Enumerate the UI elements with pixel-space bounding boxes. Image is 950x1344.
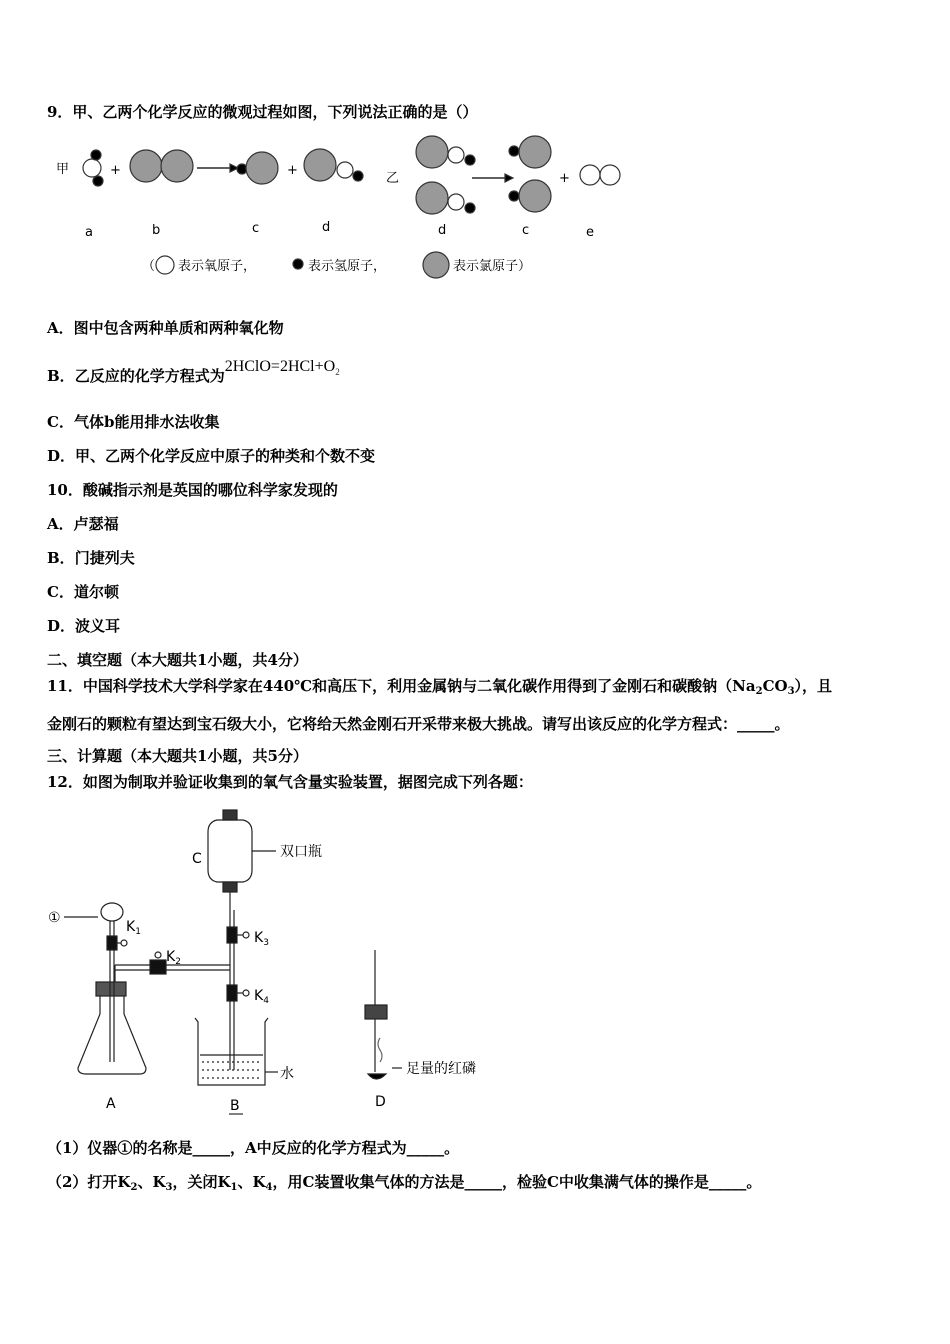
atom-h: [465, 203, 475, 213]
label-water: 水: [280, 1066, 294, 1082]
atom-o: [448, 147, 464, 163]
atom-h: [509, 191, 519, 201]
svg-text:K2: $K_2$: [166, 949, 181, 967]
atom-cl: [416, 182, 448, 214]
question-11-line2: 金刚石的颗粒有望达到宝石级大小，它将给天然金刚石开采带来极大挑战。请写出该反应的化学方程式：_____。: [47, 715, 790, 733]
apparatus-diagram: [40, 800, 520, 1120]
question-12-part-1: （1）仪器①的名称是_____，A中反应的化学方程式为_____。: [47, 1139, 460, 1157]
label-jia: 甲: [56, 162, 70, 177]
atom-cl: [161, 150, 193, 182]
q10-option-d[interactable]: D．波义耳: [47, 617, 121, 635]
atom-cl: [519, 136, 551, 168]
q10-option-b[interactable]: B．门捷列夫: [47, 549, 135, 567]
atom-cl: [246, 152, 278, 184]
beaker-b: [195, 1018, 278, 1085]
atom-h: [353, 171, 363, 181]
question-9-stem: 9．甲、乙两个化学反应的微观过程如图，下列说法正确的是（）: [47, 103, 478, 121]
legend-o-icon: [156, 256, 174, 274]
question-12-stem: 12．如图为制取并验证收集到的氧气含量实验装置，据图完成下列各题：: [47, 773, 533, 791]
section-heading-fill-blank: 二、填空题（本大题共1小题，共4分）: [47, 651, 308, 669]
label-d-apparatus: D: [375, 1094, 386, 1110]
clamp-k4: [227, 985, 249, 1001]
equation-hclo: $2HClO=2HCl+O_2$: [224, 358, 340, 377]
atom-h: [509, 146, 519, 156]
legend-h-icon: [293, 259, 303, 269]
atom-o: [448, 194, 464, 210]
label-yi: 乙: [386, 171, 400, 186]
atom-cl: [519, 180, 551, 212]
double-mouth-bottle: [208, 810, 276, 910]
label-d: d: [322, 220, 331, 235]
label-c: c: [522, 223, 530, 238]
label-a: a: [85, 225, 93, 240]
q9-option-b[interactable]: B．乙反应的化学方程式为$2HClO=2HCl+O_2$: [47, 358, 340, 385]
question-12-part-2: （2）打开$K_2$、$K_3$，关闭$K_1$、$K_4$，用C装置收集气体的方法是_____，检验C中收集满气体的操作是_____。: [47, 1173, 762, 1193]
atom-cl: [304, 149, 336, 181]
label-e: e: [586, 225, 594, 240]
svg-text:+: +: [559, 171, 570, 186]
q9-option-c[interactable]: C．气体b能用排水法收集: [47, 413, 220, 431]
atom-cl: [130, 150, 162, 182]
clamp-k2: [150, 952, 166, 974]
q9-option-d[interactable]: D．甲、乙两个化学反应中原子的种类和个数不变: [47, 447, 376, 465]
label-b: b: [152, 223, 161, 238]
label-c: c: [252, 221, 260, 236]
svg-text:K4: $K_4$: [254, 988, 269, 1006]
atom-o: [83, 159, 101, 177]
label-a-apparatus: A: [106, 1096, 116, 1112]
label-instrument-1: ①: [48, 910, 61, 926]
atom-h: [93, 176, 103, 186]
svg-text:表示氯原子）: 表示氯原子）: [453, 259, 532, 274]
atom-o: [600, 165, 620, 185]
clamp-k3: [227, 927, 249, 943]
svg-text:+: +: [287, 163, 298, 178]
label-b-apparatus: B: [230, 1098, 240, 1114]
svg-text:K3: $K_3$: [254, 930, 269, 948]
atom-h: [91, 150, 101, 160]
atom-o: [580, 165, 600, 185]
label-d: d: [438, 223, 447, 238]
question-10-stem: 10．酸碱指示剂是英国的哪位科学家发现的: [47, 481, 338, 499]
label-red-phosphorus: 足量的红磷: [406, 1061, 476, 1077]
q9-option-a[interactable]: A．图中包含两种单质和两种氧化物: [47, 319, 284, 337]
q10-option-a[interactable]: A．卢瑟福: [47, 515, 119, 533]
section-heading-calculation: 三、计算题（本大题共1小题，共5分）: [47, 747, 308, 765]
atom-o: [337, 162, 353, 178]
question-11-line1: 11．中国科学技术大学科学家在440℃和高压下，利用金属钠与二氧化碳作用得到了金刚石和碳酸钠$(Na_2CO_3)$，且: [47, 677, 833, 697]
atom-h: [465, 155, 475, 165]
svg-text:表示氧原子，: 表示氧原子，: [178, 259, 257, 274]
legend-cl-icon: [423, 252, 449, 278]
svg-text:表示氢原子，: 表示氢原子，: [308, 259, 387, 274]
svg-text:K1: $K_1$: [126, 919, 141, 937]
atom-cl: [416, 136, 448, 168]
label-double-mouth-bottle: 双口瓶: [280, 844, 322, 860]
combustion-spoon-d: [365, 950, 402, 1079]
label-c-apparatus: C: [192, 851, 202, 867]
svg-text:（: （: [142, 259, 156, 274]
svg-text:+: +: [110, 163, 121, 178]
reaction-diagram: [40, 128, 660, 288]
q10-option-c[interactable]: C．道尔顿: [47, 583, 119, 601]
